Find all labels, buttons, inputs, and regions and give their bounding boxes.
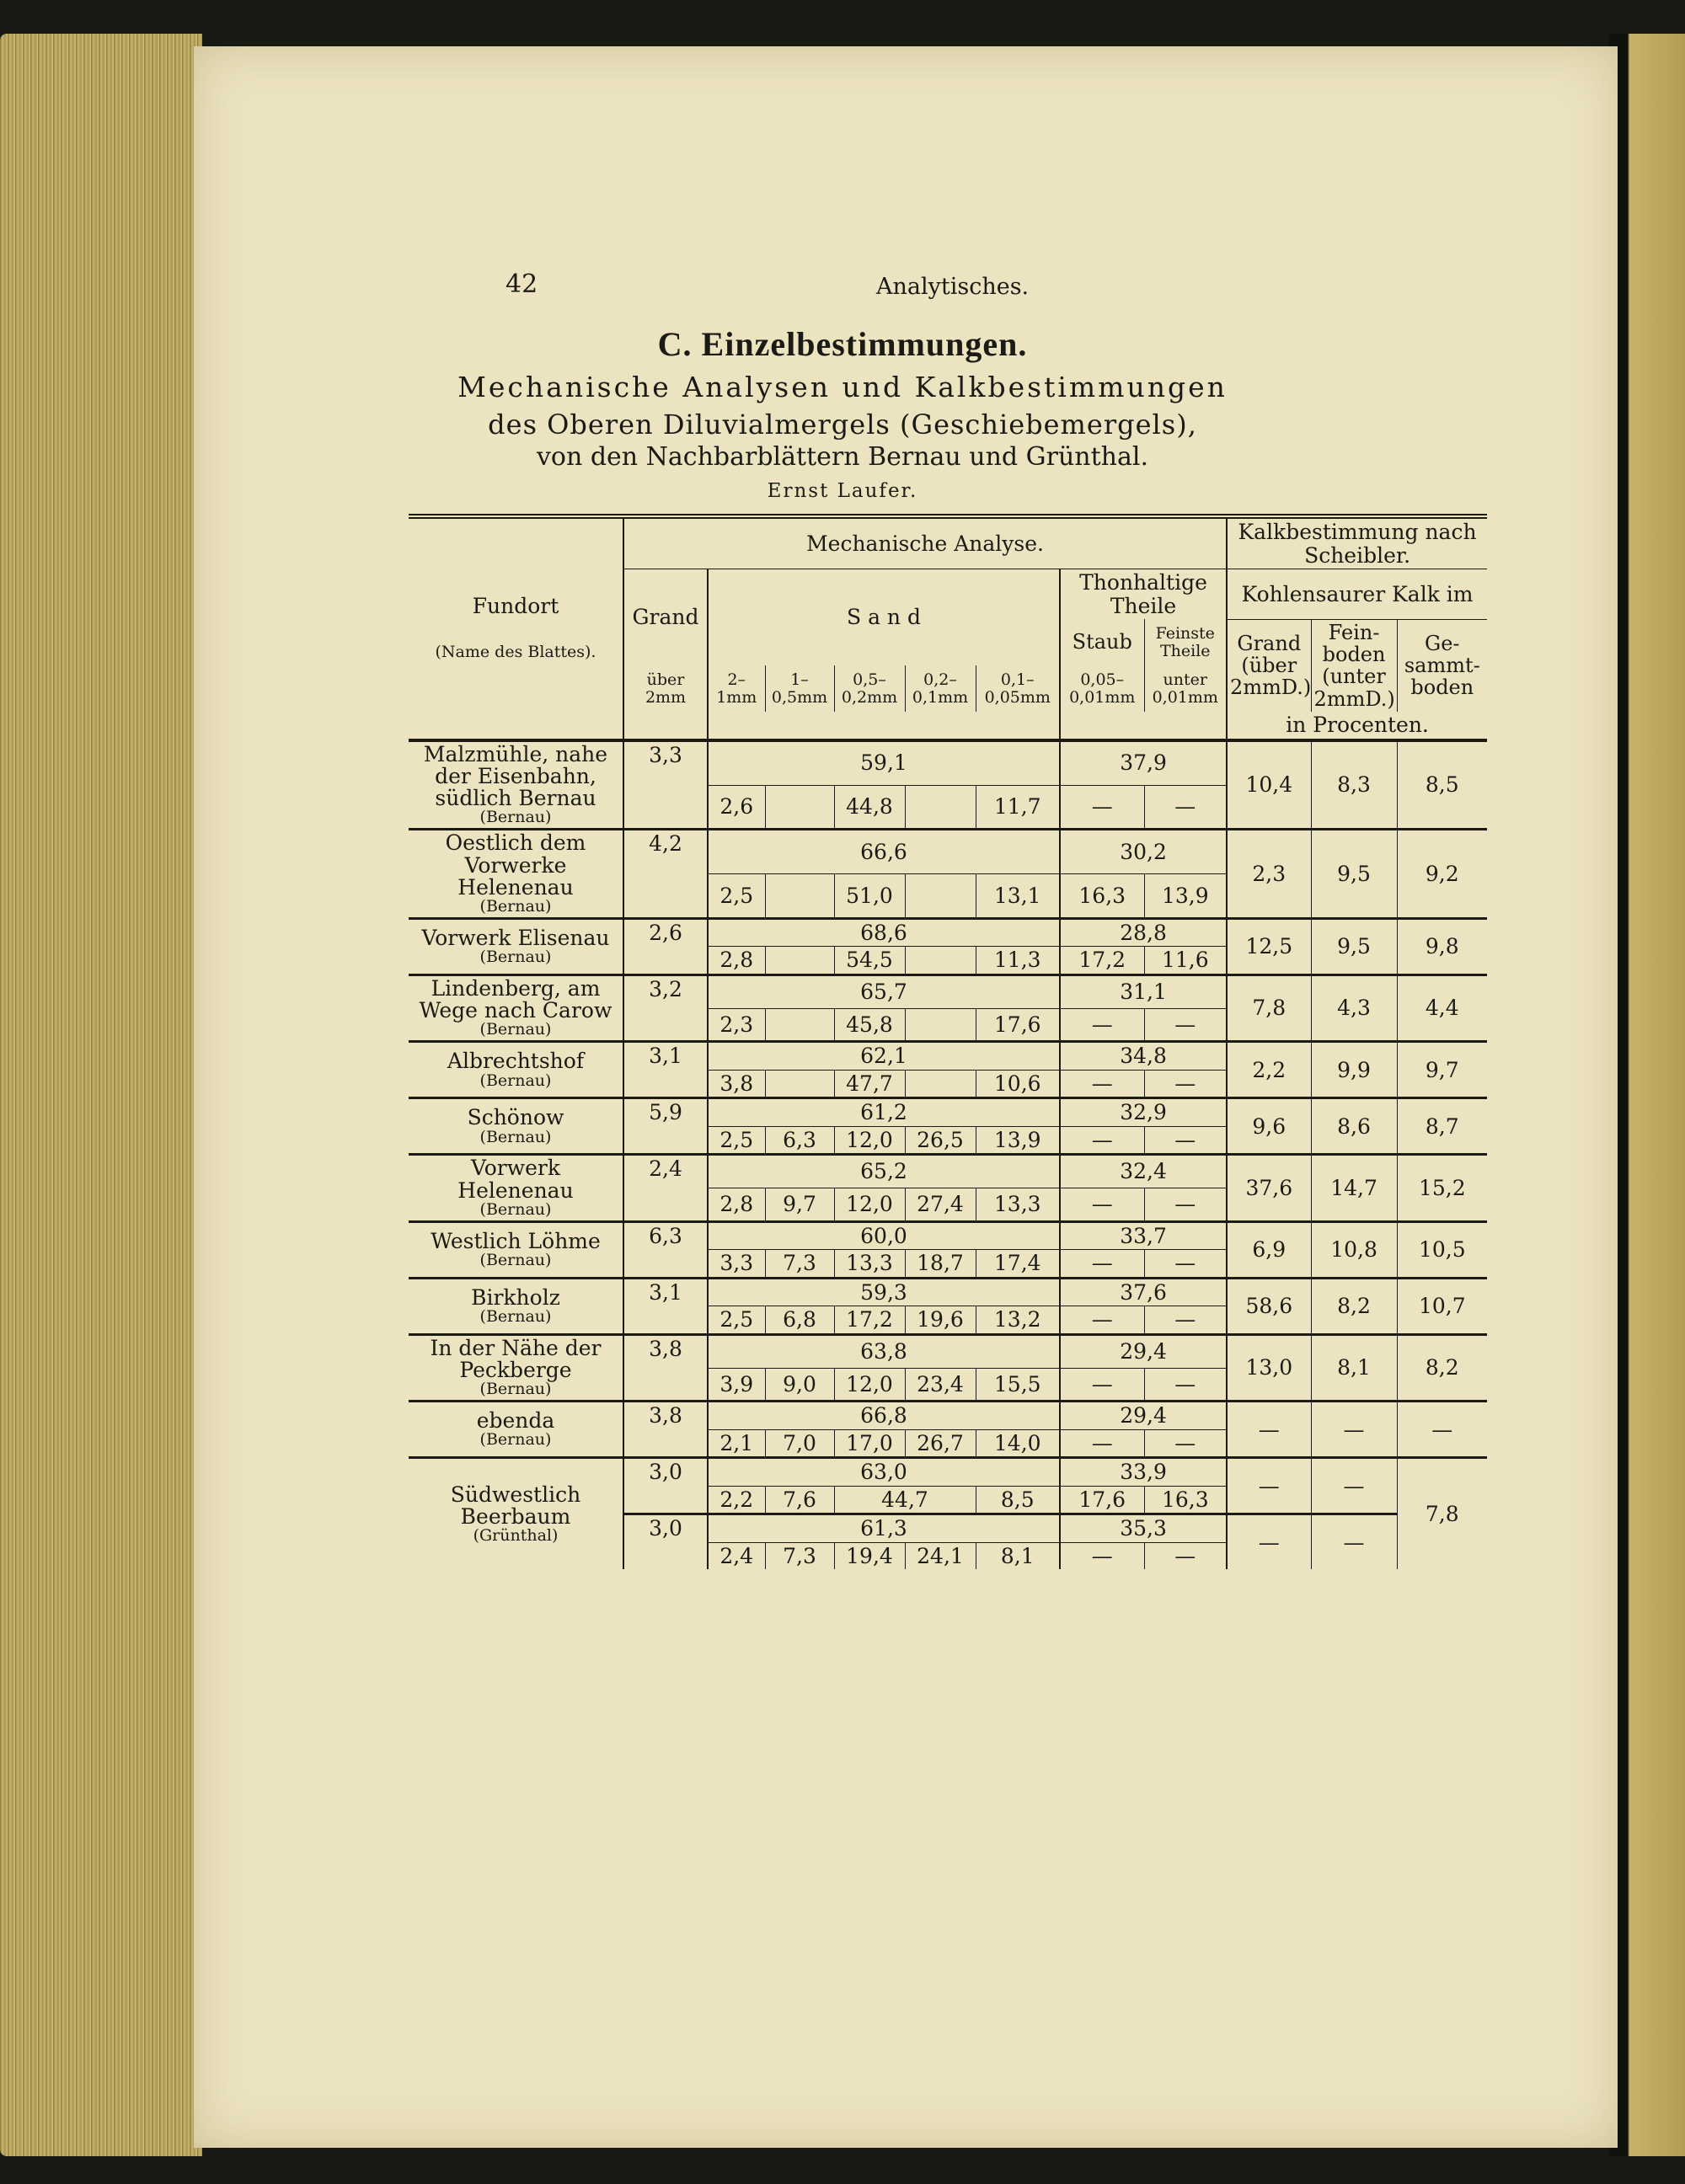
- sand-fraction-5: 15,5: [976, 1368, 1060, 1402]
- sand-fraction-1: 2,3: [708, 1008, 765, 1042]
- kalk-kf: 8,2: [1311, 1278, 1397, 1334]
- kalk-kg: —: [1227, 1514, 1311, 1570]
- fundort-blatt: (Bernau): [479, 1071, 552, 1090]
- grand-value: 3,1: [623, 1278, 708, 1334]
- kalk-ks: 9,7: [1397, 1042, 1487, 1098]
- fundort-cell: [409, 1334, 623, 1401]
- table-body: [409, 740, 1487, 1570]
- table-row: [409, 1402, 1487, 1430]
- kalk-kg: 7,8: [1227, 975, 1311, 1041]
- sand-fraction-4: [905, 947, 976, 975]
- kalk-kf: 4,3: [1311, 975, 1397, 1041]
- fundort-name: Lindenberg, am Wege nach Carow: [419, 975, 612, 1023]
- sand-fraction-4: 27,4: [905, 1188, 976, 1222]
- sand-fraction-2: 7,0: [765, 1429, 834, 1458]
- grand-value: 3,0: [623, 1458, 708, 1514]
- thon-total: 37,9: [1060, 740, 1227, 785]
- sand-fraction-2: [765, 874, 834, 919]
- running-head: Analytisches.: [876, 274, 1030, 300]
- thon-total: 30,2: [1060, 830, 1227, 874]
- section-title: C. Einzelbestimmungen.: [657, 325, 1028, 363]
- header-k-grand: Grand (über 2mmD.): [1227, 619, 1311, 712]
- staub-value: —: [1060, 1542, 1144, 1569]
- staub-value: —: [1060, 1188, 1144, 1222]
- sand-total: 63,0: [708, 1458, 1060, 1487]
- fundort-name: Albrechtshof: [447, 1049, 585, 1074]
- sand-fraction-3: 17,2: [834, 1306, 905, 1335]
- table-row: [409, 740, 1487, 785]
- sand-total: 66,6: [708, 830, 1060, 874]
- sand-fraction-2: 6,3: [765, 1126, 834, 1155]
- sand-fraction-4: 23,4: [905, 1368, 976, 1402]
- fundort-blatt: (Bernau): [479, 948, 552, 967]
- sand-fraction-5: 13,2: [976, 1306, 1060, 1335]
- table-row: [409, 1278, 1487, 1306]
- sand-fraction-4: 26,7: [905, 1429, 976, 1458]
- staub-value: —: [1060, 1250, 1144, 1279]
- kalk-kg: 10,4: [1227, 740, 1311, 830]
- fundort-name: Birkholz: [471, 1284, 560, 1310]
- sand-fraction-4: [905, 1070, 976, 1098]
- fundort-name: Oestlich dem Vorwerke Helenenau: [445, 830, 586, 900]
- sand-fraction-1: 2,2: [708, 1486, 765, 1514]
- kalk-kf: —: [1311, 1402, 1397, 1458]
- fundort-cell: [409, 740, 623, 830]
- kalk-kg: —: [1227, 1402, 1311, 1458]
- thon-total: 33,7: [1060, 1221, 1227, 1250]
- fundort-blatt: (Bernau): [479, 1127, 552, 1146]
- fundort-blatt: (Bernau): [479, 1430, 552, 1450]
- sand-fraction-1: 2,5: [708, 1126, 765, 1155]
- fundort-cell: [409, 1458, 623, 1570]
- header-kohlen: Kohlensaurer Kalk im: [1227, 569, 1487, 620]
- subtitle-line-1: Mechanische Analysen und Kalkbestimmungen: [457, 371, 1228, 403]
- kalk-kg: 12,5: [1227, 918, 1311, 975]
- sand-fraction-2: 9,0: [765, 1368, 834, 1402]
- fundort-cell: [409, 918, 623, 975]
- sand-fraction-3: 13,3: [834, 1250, 905, 1279]
- header-sand: S a n d: [708, 569, 1060, 666]
- thon-total: 37,6: [1060, 1278, 1227, 1306]
- sand-fraction-2: 7,3: [765, 1250, 834, 1279]
- author: Ernst Laufer.: [767, 480, 918, 502]
- fundort-blatt: (Bernau): [479, 897, 552, 916]
- sand-fraction-3: 44,8: [834, 785, 905, 830]
- fundort-blatt: (Bernau): [479, 1306, 552, 1326]
- sand-fraction-1: 2,4: [708, 1542, 765, 1569]
- kalk-kg: 6,9: [1227, 1221, 1311, 1278]
- kalk-kf: 9,9: [1311, 1042, 1397, 1098]
- staub-value: —: [1060, 1306, 1144, 1335]
- feinste-value: —: [1144, 1306, 1227, 1335]
- header-sand-col-5: 0,1–0,05mm: [976, 665, 1060, 712]
- sand-fraction-1: 2,6: [708, 785, 765, 830]
- header-feinste: Feinste Theile: [1144, 619, 1227, 665]
- header-sand-col-4: 0,2–0,1mm: [905, 665, 976, 712]
- staub-value: 17,2: [1060, 947, 1144, 975]
- header-k-gesammt: Ge-sammt-boden: [1404, 631, 1480, 700]
- sand-fraction-5: 8,1: [976, 1542, 1060, 1569]
- sand-total: 61,3: [708, 1514, 1060, 1543]
- header-staub: Staub: [1060, 619, 1144, 665]
- thon-total: 35,3: [1060, 1514, 1227, 1543]
- feinste-value: —: [1144, 1429, 1227, 1458]
- sand-fraction-2: 7,3: [765, 1542, 834, 1569]
- sand-total: 66,8: [708, 1402, 1060, 1430]
- kalk-ks: 10,7: [1397, 1278, 1487, 1334]
- table-row: [409, 1334, 1487, 1368]
- sand-total: 62,1: [708, 1042, 1060, 1071]
- sand-fraction-5: 10,6: [976, 1070, 1060, 1098]
- grand-value: 3,0: [623, 1514, 708, 1570]
- kalk-ks: 8,5: [1397, 740, 1487, 830]
- sand-fraction-5: 13,3: [976, 1188, 1060, 1222]
- fundort-name: In der Nähe der Peckberge: [430, 1335, 602, 1383]
- sand-fraction-3: 19,4: [834, 1542, 905, 1569]
- staub-value: —: [1060, 785, 1144, 830]
- sand-fraction-5: 11,7: [976, 785, 1060, 830]
- fundort-name: ebenda: [476, 1408, 555, 1434]
- feinste-value: —: [1144, 785, 1227, 830]
- sand-fraction-5: 17,6: [976, 1008, 1060, 1042]
- header-fundort-label: Fundort: [472, 593, 559, 618]
- thon-total: 33,9: [1060, 1458, 1227, 1487]
- header-mech: Mechanische Analyse.: [623, 516, 1227, 569]
- fundort-name: Vorwerk Helenenau: [457, 1156, 574, 1203]
- feinste-value: —: [1144, 1250, 1227, 1279]
- kalk-kg: —: [1227, 1458, 1311, 1514]
- grand-value: 3,2: [623, 975, 708, 1041]
- sand-fraction-1: 2,1: [708, 1429, 765, 1458]
- table-row: [409, 1042, 1487, 1071]
- sand-total: 65,2: [708, 1155, 1060, 1188]
- fundort-blatt: (Bernau): [479, 1020, 552, 1039]
- fundort-name: Westlich Löhme: [431, 1228, 601, 1253]
- sand-fraction-2: [765, 947, 834, 975]
- header-thon: Thonhaltige Theile: [1060, 569, 1227, 620]
- sand-fraction-5: 17,4: [976, 1250, 1060, 1279]
- sand-total: 60,0: [708, 1221, 1060, 1250]
- sand-fraction-4: 24,1: [905, 1542, 976, 1569]
- page-number: 42: [506, 270, 538, 299]
- sand-fraction-2: [765, 1008, 834, 1042]
- kalk-kf: —: [1311, 1458, 1397, 1514]
- kalk-ks: 7,8: [1425, 1502, 1459, 1526]
- sand-fraction-5: 14,0: [976, 1429, 1060, 1458]
- grand-value: 2,6: [623, 918, 708, 975]
- thon-total: 31,1: [1060, 975, 1227, 1008]
- analysis-table: [409, 514, 1487, 1569]
- kalk-kf: 8,3: [1311, 740, 1397, 830]
- fundort-blatt: (Bernau): [479, 1250, 552, 1269]
- header-sand-col-3: 0,5–0,2mm: [834, 665, 905, 712]
- sand-total: 65,7: [708, 975, 1060, 1008]
- sand-fraction-4: [905, 785, 976, 830]
- header-fundort: [409, 516, 623, 740]
- sand-fraction-3: 12,0: [834, 1188, 905, 1222]
- kalk-kg: 58,6: [1227, 1278, 1311, 1334]
- sand-fraction-1: 3,3: [708, 1250, 765, 1279]
- fundort-cell: [409, 1098, 623, 1155]
- sand-fraction-4: 19,6: [905, 1306, 976, 1335]
- sand-fraction-4: 8,5: [976, 1486, 1060, 1514]
- fundort-cell: [409, 1278, 623, 1334]
- staub-value: —: [1060, 1429, 1144, 1458]
- thon-total: 34,8: [1060, 1042, 1227, 1071]
- table-row: [409, 1155, 1487, 1188]
- sand-fraction-1: 3,9: [708, 1368, 765, 1402]
- kalk-kg: 2,2: [1227, 1042, 1311, 1098]
- feinste-value: —: [1144, 1542, 1227, 1569]
- kalk-kg: 9,6: [1227, 1098, 1311, 1155]
- staub-value: —: [1060, 1070, 1144, 1098]
- sand-fraction-1: 2,5: [708, 874, 765, 919]
- thon-total: 32,4: [1060, 1155, 1227, 1188]
- staub-value: 16,3: [1060, 874, 1144, 919]
- sand-fraction-3: 45,8: [834, 1008, 905, 1042]
- fundort-cell: [409, 1402, 623, 1458]
- header-kalk: Kalkbestimmung nach Scheibler.: [1227, 516, 1487, 569]
- grand-value: 3,8: [623, 1402, 708, 1458]
- sand-fraction-3: 44,7: [834, 1486, 976, 1514]
- subtitle-line-2: des Oberen Diluvialmergels (Geschiebemergels),: [488, 408, 1197, 441]
- fundort-name: Vorwerk Elisenau: [421, 925, 610, 950]
- feinste-value: 13,9: [1144, 874, 1227, 919]
- header-staub-size: 0,05–0,01mm: [1060, 665, 1144, 712]
- staub-value: 17,6: [1060, 1486, 1144, 1514]
- sand-fraction-2: 6,8: [765, 1306, 834, 1335]
- header-feinste-size: unter 0,01mm: [1144, 665, 1227, 712]
- kalk-ks: 15,2: [1397, 1155, 1487, 1221]
- table-row: [409, 1221, 1487, 1250]
- sand-fraction-3: 51,0: [834, 874, 905, 919]
- sand-fraction-3: 47,7: [834, 1070, 905, 1098]
- sand-fraction-3: 12,0: [834, 1368, 905, 1402]
- grand-value: 3,1: [623, 1042, 708, 1098]
- feinste-value: 16,3: [1144, 1486, 1227, 1514]
- header-grand-size: über 2mm: [623, 665, 708, 712]
- grand-value: 6,3: [623, 1221, 708, 1278]
- header-k-fein: Fein-boden (unter 2mmD.): [1311, 619, 1397, 712]
- fundort-cell: [409, 1042, 623, 1098]
- kalk-kf: 14,7: [1311, 1155, 1397, 1221]
- table-row: [409, 1458, 1487, 1487]
- staub-value: —: [1060, 1368, 1144, 1402]
- feinste-value: —: [1144, 1368, 1227, 1402]
- sand-fraction-5: 13,9: [976, 1126, 1060, 1155]
- grand-value: 5,9: [623, 1098, 708, 1155]
- fundort-cell: [409, 1221, 623, 1278]
- kalk-kf: —: [1311, 1514, 1397, 1570]
- grand-value: 4,2: [623, 830, 708, 919]
- header-in-procenten: in Procenten.: [1227, 712, 1487, 740]
- table-row: [409, 975, 1487, 1008]
- feinste-value: —: [1144, 1188, 1227, 1222]
- sand-fraction-1: 3,8: [708, 1070, 765, 1098]
- sand-fraction-4: [905, 1008, 976, 1042]
- header-grand: Grand: [623, 569, 708, 666]
- sand-total: 59,1: [708, 740, 1060, 785]
- fundort-name: Schönow: [467, 1105, 564, 1130]
- fundort-cell: [409, 975, 623, 1041]
- kalk-kg: 2,3: [1227, 830, 1311, 919]
- staub-value: —: [1060, 1008, 1144, 1042]
- sand-fraction-2: 7,6: [765, 1486, 834, 1514]
- fundort-blatt: (Grünthal): [473, 1526, 559, 1546]
- sand-fraction-1: 2,5: [708, 1306, 765, 1335]
- feinste-value: —: [1144, 1008, 1227, 1042]
- table-row: [409, 918, 1487, 947]
- fundort-blatt: (Bernau): [479, 808, 552, 827]
- fundort-blatt: (Bernau): [479, 1380, 552, 1399]
- fundort-blatt: (Bernau): [479, 1199, 552, 1219]
- kalk-kf: 8,6: [1311, 1098, 1397, 1155]
- kalk-ks: 9,8: [1397, 918, 1487, 975]
- header-fundort-sub: (Name des Blattes).: [435, 643, 596, 662]
- fundort-cell: [409, 1155, 623, 1221]
- sand-fraction-3: 12,0: [834, 1126, 905, 1155]
- feinste-value: 11,6: [1144, 947, 1227, 975]
- staub-value: —: [1060, 1126, 1144, 1155]
- sand-fraction-2: [765, 1070, 834, 1098]
- sand-fraction-5: 11,3: [976, 947, 1060, 975]
- feinste-value: —: [1144, 1126, 1227, 1155]
- table-header: [409, 516, 1487, 740]
- table-row: [409, 830, 1487, 874]
- feinste-value: —: [1144, 1070, 1227, 1098]
- header-sand-col-1: 2–1mm: [708, 665, 765, 712]
- sand-fraction-1: 2,8: [708, 1188, 765, 1222]
- kalk-kg: 13,0: [1227, 1334, 1311, 1401]
- grand-value: 2,4: [623, 1155, 708, 1221]
- kalk-ks: 4,4: [1397, 975, 1487, 1041]
- fundort-name: Südwestlich Beerbaum: [450, 1482, 581, 1529]
- subtitle-line-3: von den Nachbarblättern Bernau und Grünthal.: [536, 442, 1149, 472]
- thon-total: 29,4: [1060, 1334, 1227, 1368]
- header-sand-col-2: 1–0,5mm: [765, 665, 834, 712]
- fundort-cell: [409, 830, 623, 919]
- sand-total: 63,8: [708, 1334, 1060, 1368]
- sand-total: 61,2: [708, 1098, 1060, 1127]
- sand-fraction-4: [905, 874, 976, 919]
- thon-total: 32,9: [1060, 1098, 1227, 1127]
- kalk-ks: —: [1397, 1402, 1487, 1458]
- thon-total: 29,4: [1060, 1402, 1227, 1430]
- sand-total: 68,6: [708, 918, 1060, 947]
- fundort-name: Malzmühle, nahe der Eisenbahn, südlich Bernau: [423, 741, 608, 811]
- kalk-ks: 10,5: [1397, 1221, 1487, 1278]
- sand-fraction-2: [765, 785, 834, 830]
- sand-fraction-3: 17,0: [834, 1429, 905, 1458]
- kalk-kf: 10,8: [1311, 1221, 1397, 1278]
- sand-total: 59,3: [708, 1278, 1060, 1306]
- table-row: [409, 1098, 1487, 1127]
- kalk-kf: 9,5: [1311, 918, 1397, 975]
- sand-fraction-1: 2,8: [708, 947, 765, 975]
- sand-fraction-5: 13,1: [976, 874, 1060, 919]
- sand-fraction-4: 18,7: [905, 1250, 976, 1279]
- kalk-kf: 9,5: [1311, 830, 1397, 919]
- kalk-ks: 9,2: [1397, 830, 1487, 919]
- kalk-ks: 8,7: [1397, 1098, 1487, 1155]
- grand-value: 3,3: [623, 740, 708, 830]
- sand-fraction-3: 54,5: [834, 947, 905, 975]
- thon-total: 28,8: [1060, 918, 1227, 947]
- kalk-kg: 37,6: [1227, 1155, 1311, 1221]
- sand-fraction-2: 9,7: [765, 1188, 834, 1222]
- grand-value: 3,8: [623, 1334, 708, 1401]
- sand-fraction-4: 26,5: [905, 1126, 976, 1155]
- kalk-ks: 8,2: [1397, 1334, 1487, 1401]
- kalk-kf: 8,1: [1311, 1334, 1397, 1401]
